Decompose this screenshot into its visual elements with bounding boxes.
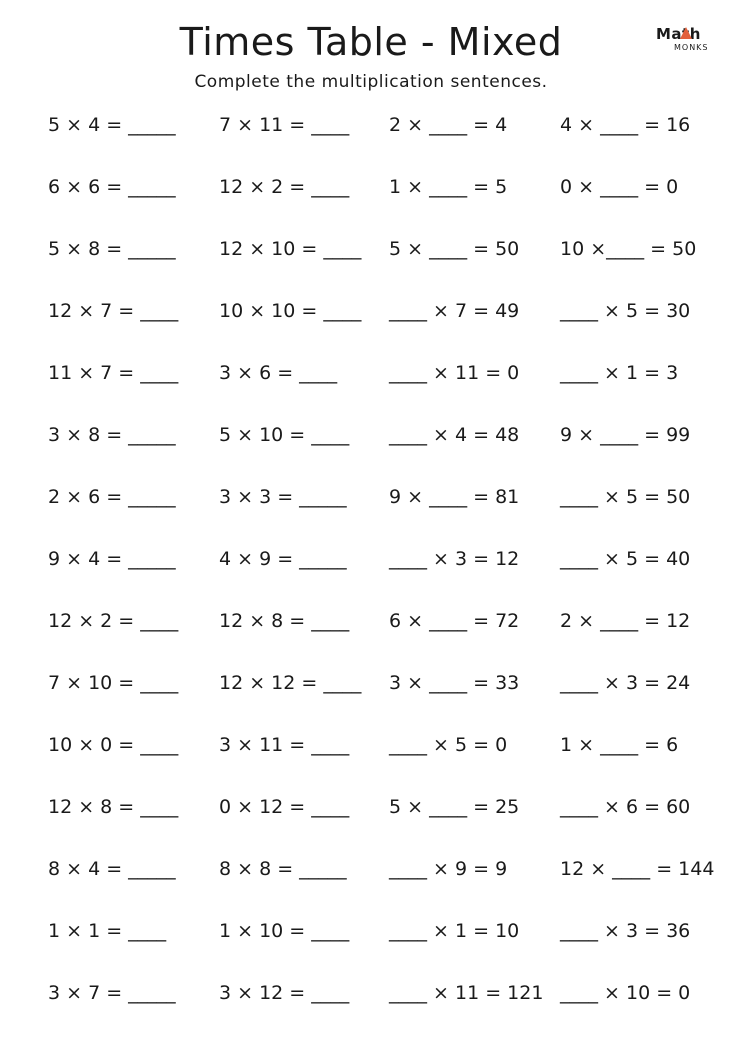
problem-1-9: 12 × 2 = ____	[48, 610, 179, 632]
problem-1-15: 3 × 7 = _____	[48, 982, 176, 1004]
problem-2-1: 7 × 11 = ____	[219, 114, 350, 136]
problem-1-8: 9 × 4 = _____	[48, 548, 176, 570]
problem-3-11: ____ × 5 = 0	[389, 734, 508, 756]
problem-1-6: 3 × 8 = _____	[48, 424, 176, 446]
problem-2-6: 5 × 10 = ____	[219, 424, 350, 446]
problem-4-1: 4 × ____ = 16	[560, 114, 691, 136]
problem-1-14: 1 × 1 = ____	[48, 920, 167, 942]
problem-4-2: 0 × ____ = 0	[560, 176, 679, 198]
problem-2-2: 12 × 2 = ____	[219, 176, 350, 198]
problem-1-12: 12 × 8 = ____	[48, 796, 179, 818]
problem-4-7: ____ × 5 = 50	[560, 486, 691, 508]
problem-4-13: 12 × ____ = 144	[560, 858, 715, 880]
math-monks-logo	[652, 26, 722, 56]
problem-3-7: 9 × ____ = 81	[389, 486, 520, 508]
problem-1-4: 12 × 7 = ____	[48, 300, 179, 322]
problem-2-9: 12 × 8 = ____	[219, 610, 350, 632]
problem-2-12: 0 × 12 = ____	[219, 796, 350, 818]
problem-3-5: ____ × 11 = 0	[389, 362, 520, 384]
problem-4-12: ____ × 6 = 60	[560, 796, 691, 818]
problem-3-15: ____ × 11 = 121	[389, 982, 544, 1004]
problem-2-10: 12 × 12 = ____	[219, 672, 362, 694]
problem-2-4: 10 × 10 = ____	[219, 300, 362, 322]
problem-4-10: ____ × 3 = 24	[560, 672, 691, 694]
problem-2-3: 12 × 10 = ____	[219, 238, 362, 260]
problem-3-1: 2 × ____ = 4	[389, 114, 508, 136]
page-title: Times Table - Mixed	[179, 20, 563, 64]
problem-2-11: 3 × 11 = ____	[219, 734, 350, 756]
problem-1-13: 8 × 4 = _____	[48, 858, 176, 880]
problem-1-5: 11 × 7 = ____	[48, 362, 179, 384]
problem-3-9: 6 × ____ = 72	[389, 610, 520, 632]
problem-3-13: ____ × 9 = 9	[389, 858, 508, 880]
problem-4-15: ____ × 10 = 0	[560, 982, 691, 1004]
problem-4-9: 2 × ____ = 12	[560, 610, 691, 632]
problem-3-4: ____ × 7 = 49	[389, 300, 520, 322]
problem-1-2: 6 × 6 = _____	[48, 176, 176, 198]
problem-1-11: 10 × 0 = ____	[48, 734, 179, 756]
problem-4-4: ____ × 5 = 30	[560, 300, 691, 322]
instructions: Complete the multiplication sentences.	[194, 72, 548, 92]
problem-2-15: 3 × 12 = ____	[219, 982, 350, 1004]
problem-3-3: 5 × ____ = 50	[389, 238, 520, 260]
problem-1-10: 7 × 10 = ____	[48, 672, 179, 694]
problem-3-12: 5 × ____ = 25	[389, 796, 520, 818]
problem-4-3: 10 ×____ = 50	[560, 238, 697, 260]
logo-monks-text: MONKS	[674, 43, 709, 52]
problem-2-5: 3 × 6 = ____	[219, 362, 338, 384]
problem-2-8: 4 × 9 = _____	[219, 548, 347, 570]
problem-4-5: ____ × 1 = 3	[560, 362, 679, 384]
problem-1-1: 5 × 4 = _____	[48, 114, 176, 136]
problem-2-14: 1 × 10 = ____	[219, 920, 350, 942]
problem-3-6: ____ × 4 = 48	[389, 424, 520, 446]
problem-3-10: 3 × ____ = 33	[389, 672, 520, 694]
problem-2-13: 8 × 8 = _____	[219, 858, 347, 880]
problem-1-3: 5 × 8 = _____	[48, 238, 176, 260]
problem-3-14: ____ × 1 = 10	[389, 920, 520, 942]
logo-triangle-icon	[680, 27, 692, 39]
problem-4-6: 9 × ____ = 99	[560, 424, 691, 446]
problem-3-8: ____ × 3 = 12	[389, 548, 520, 570]
problem-3-2: 1 × ____ = 5	[389, 176, 508, 198]
problem-4-14: ____ × 3 = 36	[560, 920, 691, 942]
logo-math-text: Math	[656, 25, 701, 43]
problem-1-7: 2 × 6 = _____	[48, 486, 176, 508]
problem-2-7: 3 × 3 = _____	[219, 486, 347, 508]
problem-4-8: ____ × 5 = 40	[560, 548, 691, 570]
problem-4-11: 1 × ____ = 6	[560, 734, 679, 756]
